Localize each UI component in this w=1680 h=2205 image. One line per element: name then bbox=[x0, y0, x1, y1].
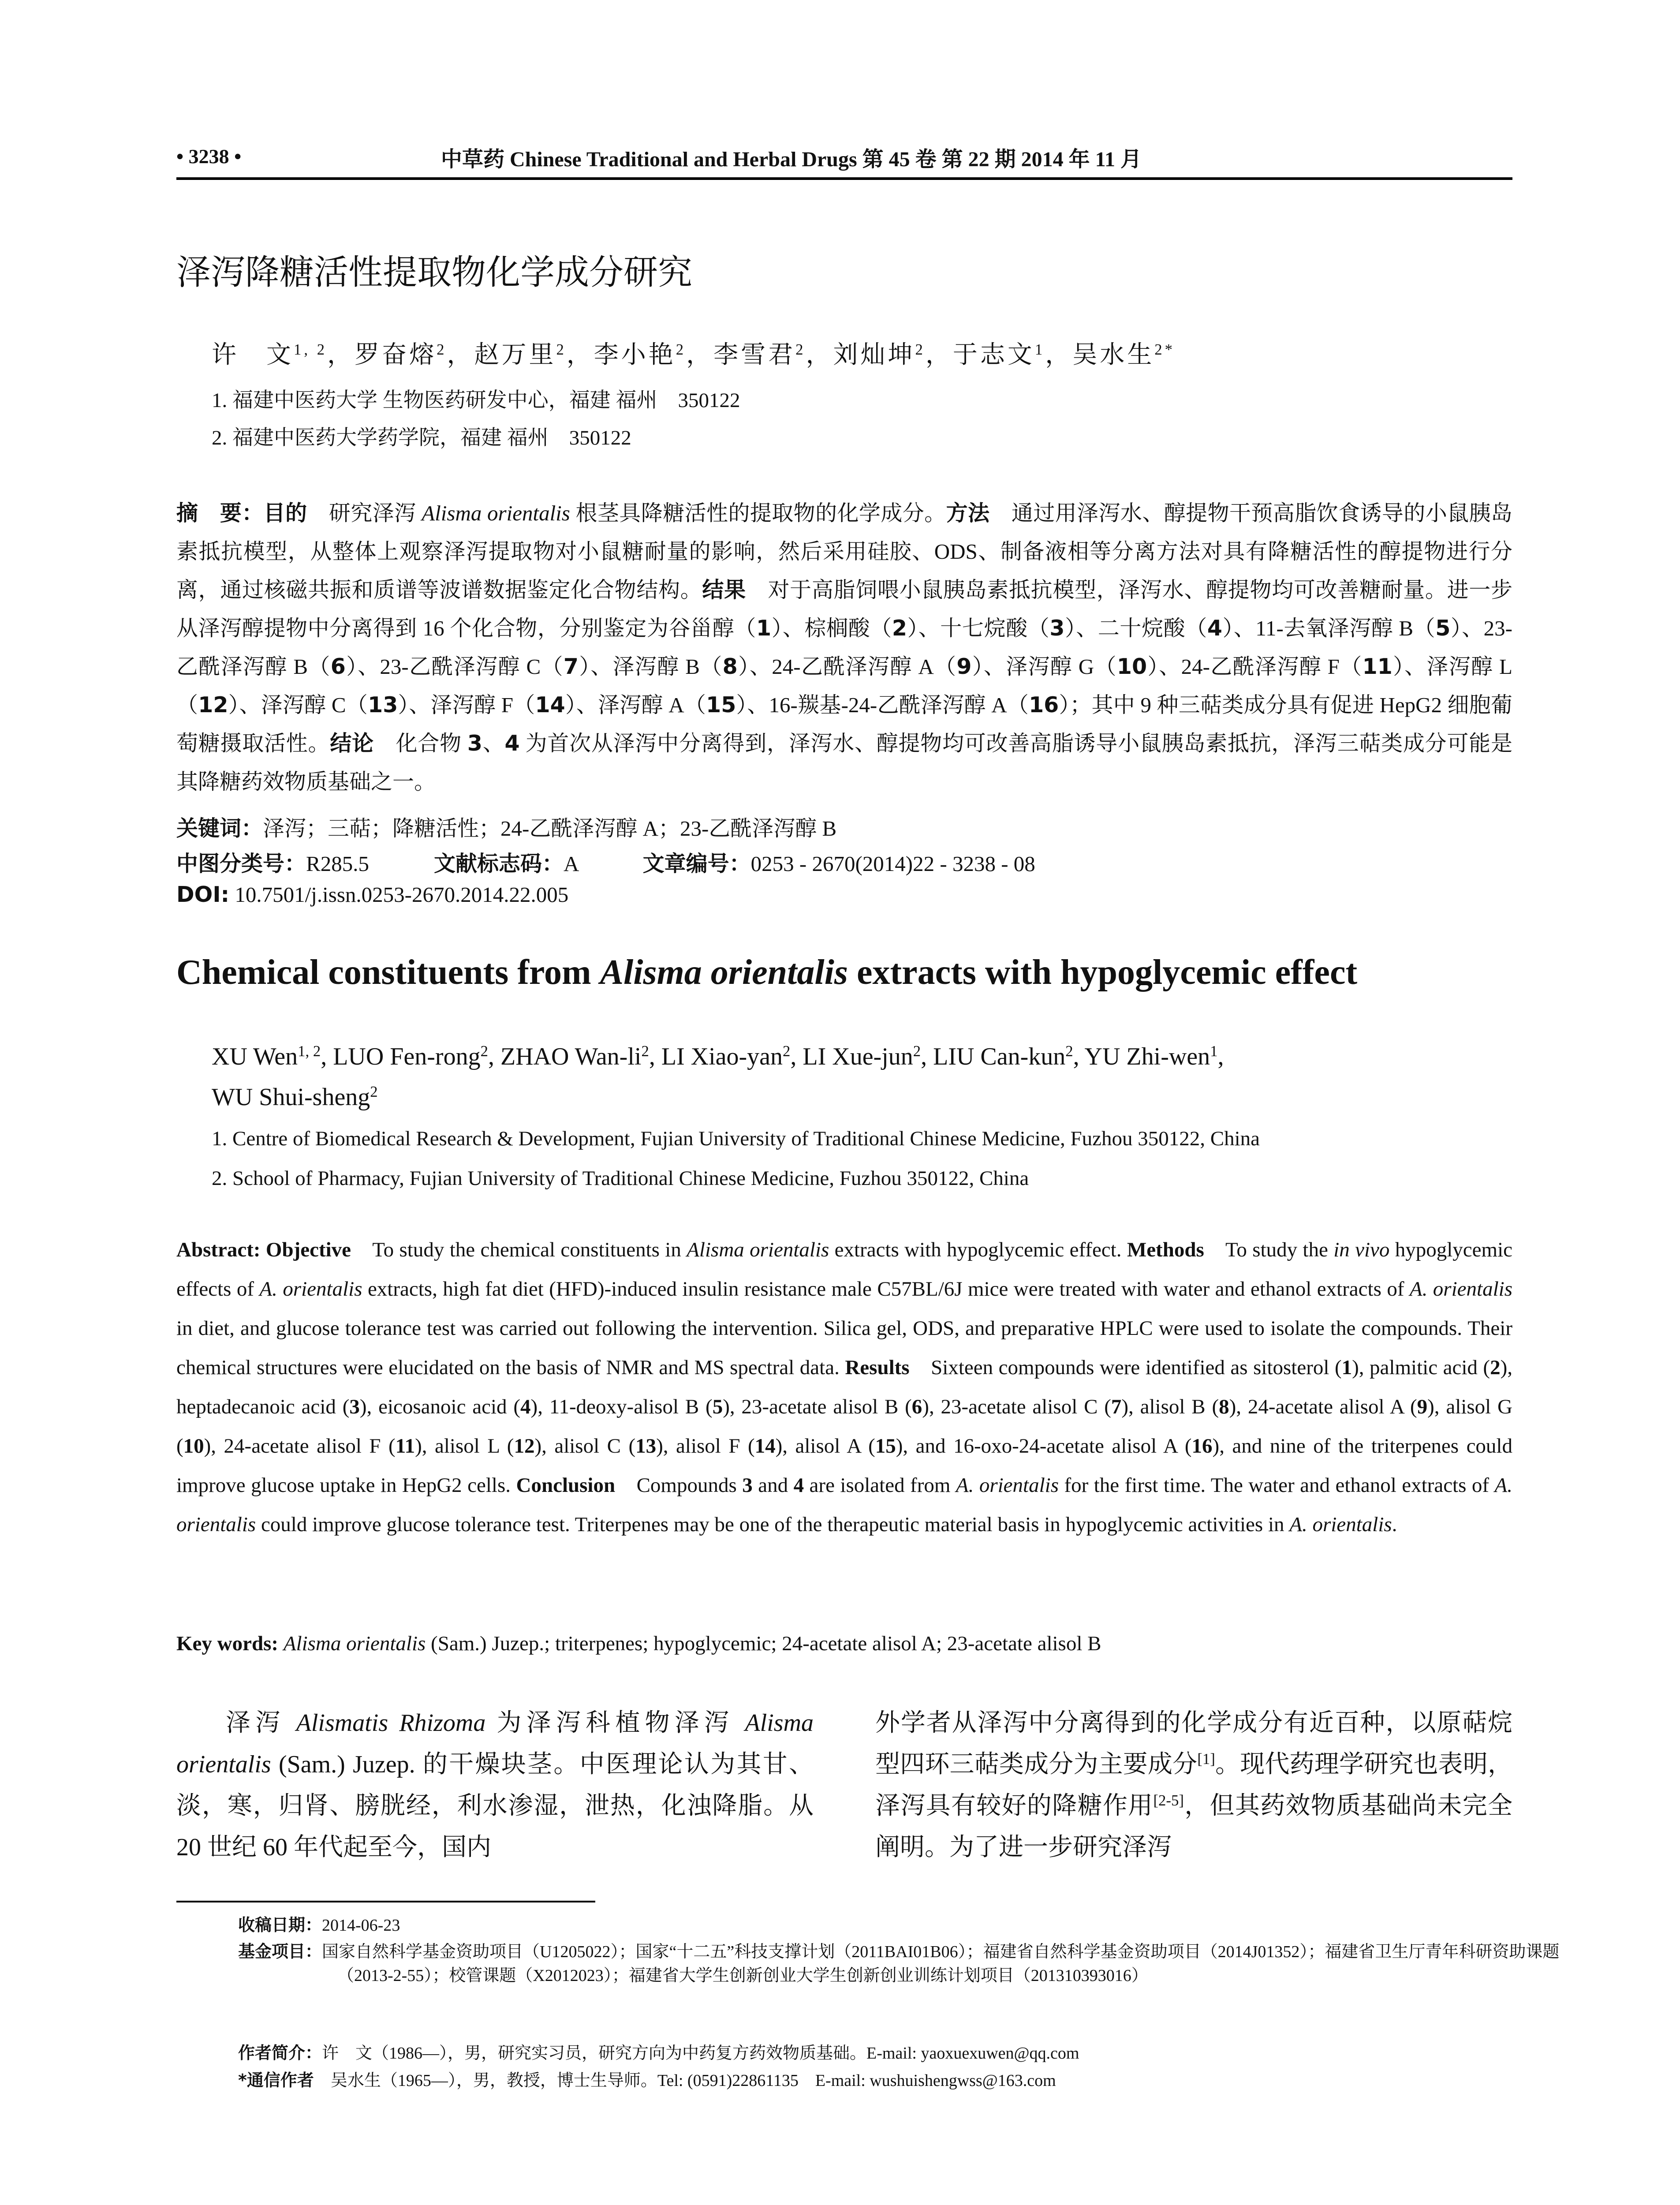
running-header bbox=[176, 142, 1512, 178]
received-date: 2014-06-23 bbox=[322, 1916, 400, 1935]
chinese-authors: 许 文$^{1, 2}$，罗奋熔$^2$，赵万里$^2$，李小艳$^2$，李雪君$^2$，刘灿坤$^2$，于志文$^1$，吴水生$^{2*}$ bbox=[212, 340, 1175, 369]
footnote-author bbox=[238, 2041, 1508, 2065]
corresponding-text: 吴水生（1965—），男，教授，博士生导师。Tel: (0591)22861135 E-mail: wushuishengwss@163.com bbox=[330, 2071, 1056, 2090]
chinese-keywords: 关键词：泽泻；三萜；降糖活性；24-乙酰泽泻醇 A；23-乙酰泽泻醇 B bbox=[176, 816, 837, 841]
footnote-corresponding bbox=[238, 2068, 1508, 2093]
received-label: 收稿日期： bbox=[238, 1915, 322, 1935]
english-authors: XU Wen$^{1, 2}$, LUO Fen-rong$^2$, ZHAO Wan-$li^2$, LI Xiao-yan$^2$, LI Xue-jun$^2$, LIU Can-kun$^2$, YU Zhi-wen$^1$, WU Shui-sheng$^2$ bbox=[212, 1042, 1224, 1111]
english-abstract: Abstract: Objective To study the chemical constituents in Alisma orientalis extracts with hypoglycemic effect. Methods To study the in vivo hypoglycemic effects of A. orientalis extracts, high fat diet (HFD)-induced insulin resistance male C57BL/6J mice were treated with water and ethanol extracts of A. orientalis in diet, and glucose tolerance test was carried out following the intervention. Silica gel, ODS, and preparative HPLC were used to isolate the compounds. Their chemical structures were elucidated on the basis of NMR and MS spectral data. Results Sixteen compounds were identified as sitosterol (1), palmitic acid (2), heptadecanoic acid (3), eicosanoic acid (4), 11-deoxy-alisol B (5), 23-acetate alisol B (6), 23-acetate alisol C (7), alisol B (8), 24-acetate alisol A (9), alisol G (10), 24-acetate alisol F (11), alisol L (12), alisol C (13), alisol F (14), alisol A (15), and 16-oxo-24-acetate alisol A (16), and nine of the triterpenes could improve glucose uptake in HepG2 cells. Conclusion Compounds 3 and 4 are isolated from A. orientalis for the first time. The water and ethanol extracts of A. orientalis could improve glucose tolerance test. Triterpenes may be one of the therapeutic material basis in hypoglycemic activities in A. orientalis. bbox=[176, 1238, 1512, 1536]
body-column-left bbox=[176, 1702, 814, 1868]
english-title: Chemical constituents from Alisma orientalis extracts with hypoglycemic effect bbox=[176, 953, 1358, 992]
chinese-affiliation-1: 1. 福建中医药大学 生物医药研发中心，福建 福州 350122 bbox=[212, 389, 740, 412]
doi: DOI: 10.7501/j.issn.0253-2670.2014.22.005 bbox=[176, 882, 569, 907]
author-bio-text: 许 文（1986—），男，研究实习员，研究方向为中药复方药效物质基础。E-mail: yaoxuexuwen@qq.com bbox=[322, 2044, 1079, 2063]
classification-line: 中图分类号：R285.5 文献标志码：A 文章编号：0253 - 2670(2014)22 - 3238 - 08 bbox=[176, 851, 1035, 876]
english-affiliation-2: 2. School of Pharmacy, Fujian University of Traditional Chinese Medicine, Fuzhou 350122, China bbox=[212, 1167, 1029, 1190]
author-bio-label: 作者简介： bbox=[238, 2043, 322, 2063]
footnote-fund bbox=[238, 1940, 1607, 1988]
chinese-abstract: 摘 要：目的 研究泽泻 Alisma orientalis 根茎具降糖活性的提取物的化学成分。方法 通过用泽泻水、醇提物干预高脂饮食诱导的小鼠胰岛素抵抗模型，从整体上观察泽泻提取物对小鼠糖耐量的影响，然后采用硅胶、ODS、制备液相等分离方法对具有降糖活性的醇提物进行分离，通过核磁共振和质谱等波谱数据鉴定化合物结构。结果 对于高脂饲喂小鼠胰岛素抵抗模型，泽泻水、醇提物均可改善糖耐量。进一步从泽泻醇提物中分离得到 16 个化合物，分别鉴定为谷甾醇（1）、棕榈酸（2）、十七烷酸（3）、二十烷酸（4）、11-去氧泽泻醇 B（5）、23-乙酰泽泻醇 B（6）、23-乙酰泽泻醇 C（7）、泽泻醇 B（8）、24-乙酰泽泻醇 A（9）、泽泻醇 G（10）、24-乙酰泽泻醇 F（11）、泽泻醇 L（12）、泽泻醇 C（13）、泽泻醇 F（14）、泽泻醇 A（15）、16-羰基-24-乙酰泽泻醇 A（16）；其中 9 种三萜类成分具有促进 HepG2 细胞葡萄糖摄取活性。结论 化合物 3、4 为首次从泽泻中分离得到，泽泻水、醇提物均可改善高脂诱导小鼠胰岛素抵抗，泽泻三萜类成分可能是其降糖药效物质基础之一。 bbox=[176, 501, 1512, 794]
body-paragraph-continued: 外学者从泽泻中分离得到的化学成分有近百种，以原萜烷型四环三萜类成分为主要成分[1]。现代药理学研究也表明，泽泻具有较好的降糖作用[2-5]，但其药效物质基础尚未完全阐明。为了进一步研究泽泻 bbox=[875, 1709, 1513, 1861]
chinese-affiliation-2: 2. 福建中医药大学药学院，福建 福州 350122 bbox=[212, 426, 631, 449]
corresponding-label: *通信作者 bbox=[238, 2070, 314, 2090]
fund-text: 国家自然科学基金资助项目（U1205022）；国家“十二五”科技支撑计划（2011BAI01B06）；福建省自然科学基金资助项目（2014J01352）；福建省卫生厅青年科研资助课题（2013-2-55）；校管课题（X2012023）；福建省大学生创新创业大学生创新创业训练计划项目（201310393016） bbox=[322, 1943, 1560, 1985]
chinese-title: 泽泻降糖活性提取物化学成分研究 bbox=[176, 253, 693, 292]
journal-name: 中草药 Chinese Traditional and Herbal Drugs 第 45 卷 第 22 期 2014 年 11 月 bbox=[441, 148, 1142, 171]
footnote-received bbox=[238, 1913, 1473, 1937]
english-affiliation-1: 1. Centre of Biomedical Research & Development, Fujian University of Traditional Chinese Medicine, Fuzhou 350122, China bbox=[212, 1127, 1260, 1150]
body-column-right bbox=[875, 1702, 1512, 1868]
header-rule bbox=[176, 177, 1512, 180]
english-keywords: Key words: Alisma orientalis (Sam.) Juzep.; triterpenes; hypoglycemic; 24-acetate alisol A; 23-acetate alisol B bbox=[176, 1632, 1101, 1655]
body-paragraph: 泽泻 Alismatis Rhizoma 为泽泻科植物泽泻 Alisma orientalis (Sam.) Juzep. 的干燥块茎。中医理论认为其甘、淡，寒，归肾、膀胱经，利水渗湿，泄热，化浊降脂。从 20 世纪 60 年代起至今，国内 bbox=[176, 1709, 814, 1861]
page-number: • 3238 • bbox=[176, 145, 242, 168]
footnote-rule bbox=[176, 1901, 595, 1902]
fund-label: 基金项目： bbox=[238, 1942, 322, 1961]
